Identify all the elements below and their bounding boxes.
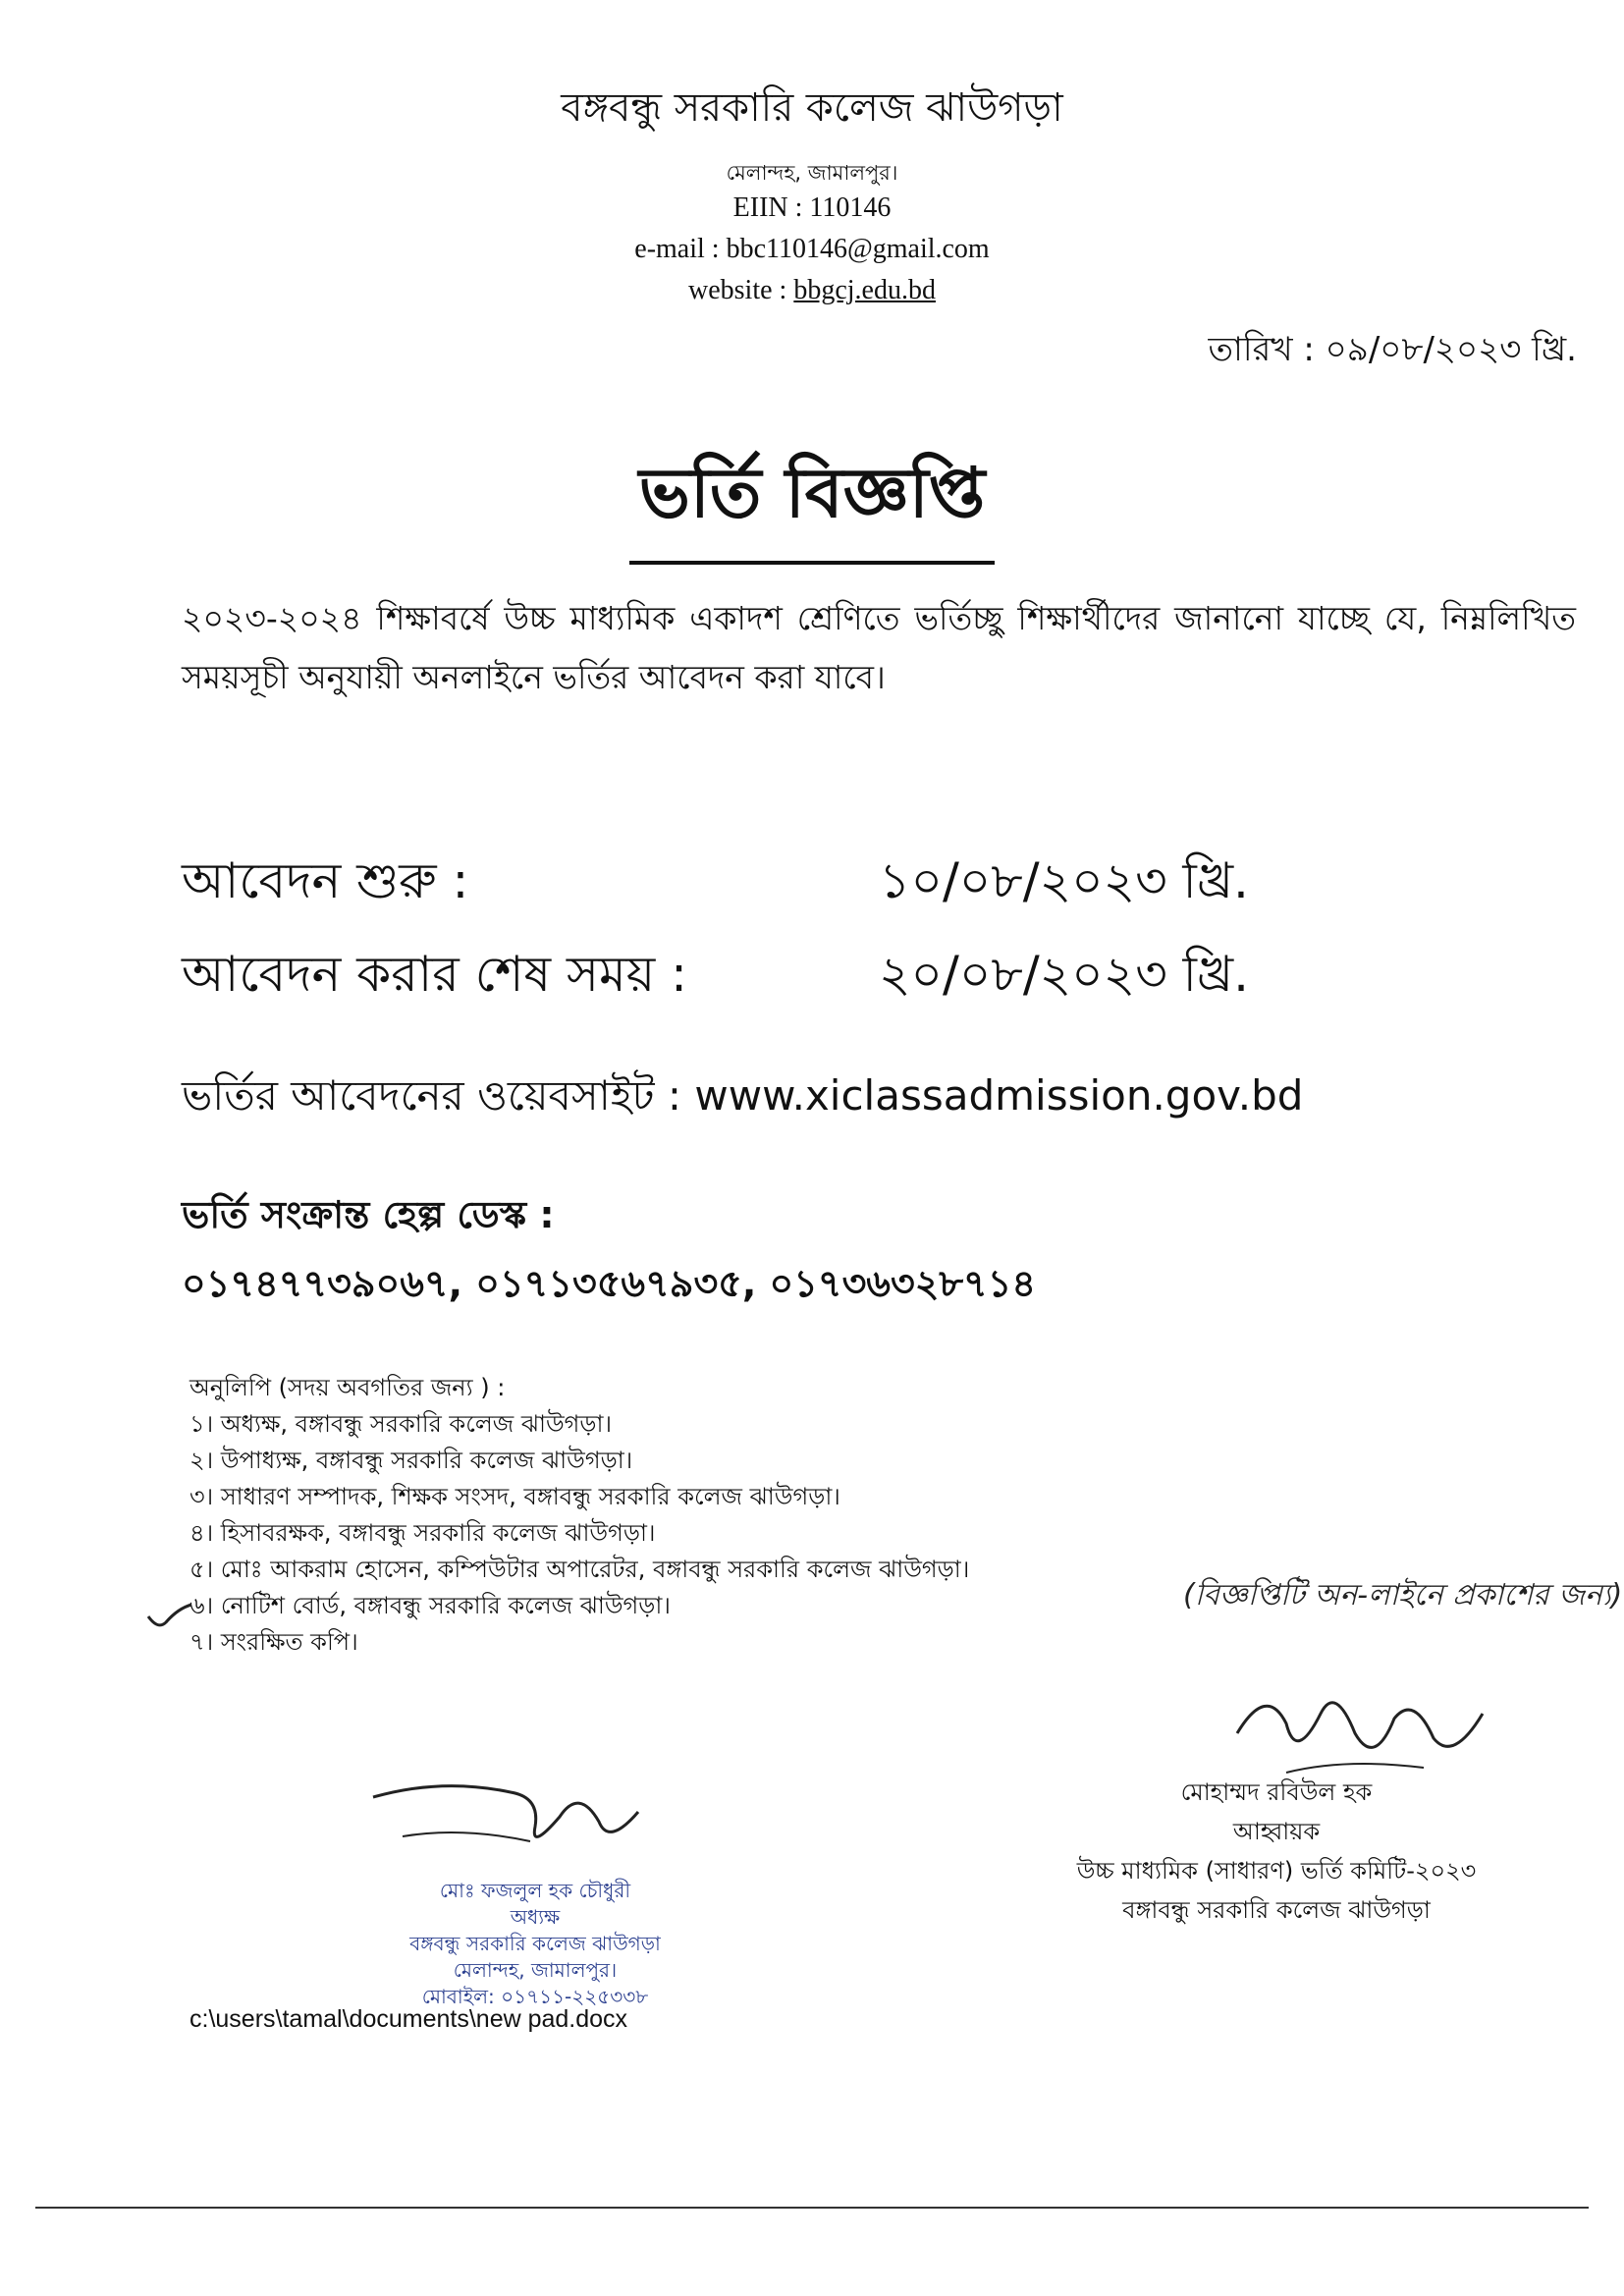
website-line — [0, 275, 1624, 306]
college-address: মেলান্দহ, জামালপুর। — [726, 161, 898, 185]
list-item: ৫। মোঃ আকরাম হোসেন, কম্পিউটার অপারেটর, বঙ্গাবন্ধু সরকারি কলেজ ঝাউগড়া। — [189, 1556, 970, 1583]
notice-title — [0, 440, 1624, 565]
college-name: বঙ্গবন্ধু সরকারি কলেজ ঝাউগড়া — [561, 85, 1063, 131]
copy-list — [189, 1370, 969, 1661]
email-line: e-mail : bbc110146@gmail.com — [634, 234, 990, 264]
stamp-address: মেলান্দহ, জামালপুর। — [453, 1958, 618, 1982]
helpdesk-title: ভর্তি সংক্রান্ত হেল্প ডেস্ক : — [182, 1193, 555, 1236]
stamp-name: মোঃ ফজলুল হক চৌধুরী — [439, 1879, 631, 1902]
list-item: ২। উপাধ্যক্ষ, বঙ্গাবন্ধু সরকারি কলেজ ঝাউগড়া। — [189, 1447, 633, 1474]
notice-date: তারিখ : ০৯/০৮/২০২৩ খ্রি. — [1208, 330, 1577, 369]
signatory-right-role: আহ্বায়ক — [1232, 1818, 1321, 1845]
helpdesk-numbers: ০১৭৪৭৭৩৯০৬৭, ০১৭১৩৫৬৭৯৩৫, ০১৭৩৬৩২৮৭১৪ — [182, 1262, 1037, 1305]
list-item: ৪। হিসাবরক্ষক, বঙ্গাবন্ধু সরকারি কলেজ ঝাউগড়া। — [189, 1519, 656, 1547]
principal-stamp — [339, 1878, 731, 2010]
signature-left — [363, 1758, 658, 1866]
list-item: ৩। সাধারণ সম্পাদক, শিক্ষক সংসদ, বঙ্গাবন্ধু সরকারি কলেজ ঝাউগড়া। — [189, 1483, 840, 1510]
stamp-mobile: মোবাইল: ০১৭১১-২২৫৩৩৮ — [421, 1985, 649, 2008]
stamp-college: বঙ্গবন্ধু সরকারি কলেজ ঝাউগড়া — [409, 1932, 661, 1955]
eiin-line: EIIN : 110146 — [732, 192, 892, 223]
signatory-right-name: মোহাম্মদ রবিউল হক — [1180, 1778, 1373, 1806]
notice-body: ২০২৩-২০২৪ শিক্ষাবর্ষে উচ্চ মাধ্যমিক একাদশ শ্রেণিতে ভর্তিচ্ছু শিক্ষার্থীদের জানানো যাচ্ছে যে, নিম্নলিখিত সময়সূচী অনুযায়ী অনলাইনে ভর্তির আবেদন করা যাবে। — [182, 599, 1576, 696]
copy-list-heading: অনুলিপি (সদয় অবগতির জন্য ) : — [189, 1374, 506, 1401]
website-label: website : — [688, 275, 794, 305]
signatory-right-college: বঙ্গাবন্ধু সরকারি কলেজ ঝাউগড়া — [1122, 1896, 1431, 1924]
list-item: ১। অধ্যক্ষ, বঙ্গাবন্ধু সরকারি কলেজ ঝাউগড়া। — [189, 1410, 613, 1438]
list-item: ৬। নোটিশ বোর্ড, বঙ্গাবন্ধু সরকারি কলেজ ঝাউগড়া। — [189, 1592, 671, 1619]
list-item: ৭। সংরক্ষিত কপি। — [189, 1628, 358, 1656]
checkmark-icon — [144, 1601, 195, 1634]
signatory-right — [982, 1773, 1571, 1930]
stamp-role: অধ্যক্ষ — [510, 1905, 561, 1929]
file-path: c:\users\tamal\documents\new pad.docx — [189, 2005, 628, 2033]
handwritten-note: (বিজ্ঞপ্তিটি অন-লাইনে প্রকাশের জন্য) — [1183, 1578, 1623, 1613]
admission-website: ভর্তির আবেদনের ওয়েবসাইট : www.xiclassadmission.gov.bd — [182, 1071, 1304, 1120]
end-label: আবেদন করার শেষ সময় : — [182, 946, 687, 1003]
start-label: আবেদন শুরু : — [182, 852, 469, 909]
website-link[interactable]: bbgcj.edu.bd — [793, 275, 936, 305]
signatory-right-committee: উচ্চ মাধ্যমিক (সাধারণ) ভর্তি কমিটি-২০২৩ — [1076, 1857, 1477, 1885]
end-date: ২০/০৮/২০২৩ খ্রি. — [879, 946, 1249, 1003]
start-date: ১০/০৮/২০২৩ খ্রি. — [879, 852, 1249, 909]
notice-title-text: ভর্তি বিজ্ঞপ্তি — [629, 440, 996, 565]
page-divider — [35, 2207, 1589, 2209]
